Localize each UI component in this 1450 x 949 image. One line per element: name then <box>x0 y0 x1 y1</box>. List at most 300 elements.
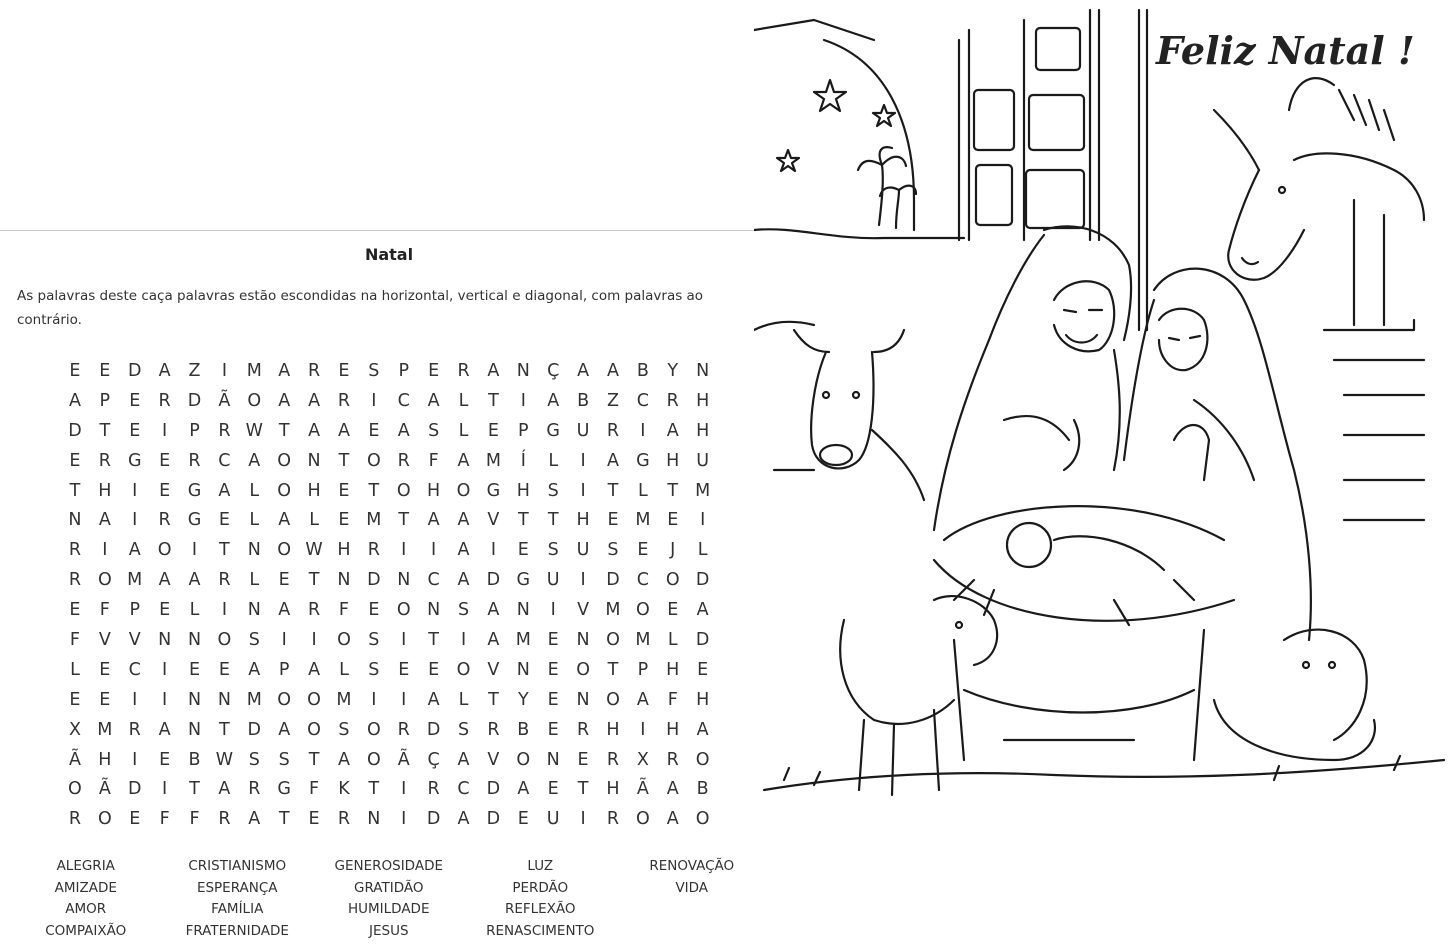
grid-cell: T <box>577 779 589 800</box>
grid-cell: A <box>308 390 321 411</box>
illustration-caption: Feliz Natal ! <box>1156 28 1415 73</box>
grid-row <box>60 476 718 506</box>
grid-cell: I <box>162 779 168 800</box>
grid-cell: S <box>457 719 470 740</box>
grid-cell: A <box>547 390 560 411</box>
grid-cell: O <box>277 480 292 501</box>
grid-cell: N <box>576 689 590 710</box>
grid-row <box>60 416 718 446</box>
grid-cell: N <box>516 360 530 381</box>
grid-cell: E <box>667 600 679 621</box>
grid-cell: R <box>218 570 231 591</box>
grid-cell: P <box>99 390 111 411</box>
grid-cell: M <box>635 629 651 650</box>
grid-cell: R <box>606 749 620 770</box>
grid-cell: I <box>132 510 138 531</box>
grid-cell: T <box>278 809 290 830</box>
grid-cell: G <box>187 480 202 501</box>
grid-cell: E <box>607 510 619 531</box>
grid-cell: A <box>397 420 410 441</box>
grid-cell: G <box>277 779 291 800</box>
grid-cell: D <box>486 779 501 800</box>
grid-cell: A <box>457 570 470 591</box>
grid-cell: R <box>337 809 351 830</box>
grid-cell: T <box>517 510 529 531</box>
grid-cell: O <box>516 749 531 770</box>
grid-cell: N <box>247 540 261 561</box>
grid-cell: O <box>307 719 321 740</box>
grid-cell: A <box>278 510 291 531</box>
grid-cell: F <box>309 779 320 800</box>
grid-cell: M <box>366 510 382 531</box>
grid-cell: B <box>577 390 590 411</box>
grid-cell: D <box>426 809 441 830</box>
grid-cell: I <box>580 570 586 591</box>
grid-cell: L <box>637 480 648 501</box>
grid-cell: E <box>398 659 410 680</box>
grid-cell: T <box>488 390 499 411</box>
grid-cell: T <box>69 480 81 501</box>
grid-cell: A <box>68 390 81 411</box>
grid-cell: R <box>158 510 171 531</box>
grid-cell: I <box>401 540 407 561</box>
grid-cell: A <box>248 450 261 471</box>
puzzle-instructions: As palavras deste caça palavras estão escondidas na horizontal, vertical e diagonal, com palavras ao contrário. <box>17 288 704 328</box>
grid-cell: A <box>666 809 679 830</box>
grid-cell: I <box>460 629 467 650</box>
grid-cell: C <box>427 570 440 591</box>
grid-cell: T <box>368 480 380 501</box>
grid-cell: U <box>696 450 710 471</box>
grid-cell: Z <box>606 390 619 411</box>
grid-cell: T <box>219 540 230 561</box>
grid-row <box>60 745 718 775</box>
grid-cell: Y <box>517 689 529 710</box>
grid-cell: I <box>401 689 407 710</box>
grid-cell: L <box>458 420 469 441</box>
grid-cell: A <box>606 360 619 381</box>
grid-cell: H <box>98 749 112 770</box>
grid-cell: A <box>128 540 141 561</box>
grid-cell: I <box>162 659 168 680</box>
grid-cell: S <box>248 749 260 770</box>
grid-cell: I <box>221 600 227 621</box>
grid-cell: C <box>636 570 649 591</box>
grid-cell: D <box>127 779 142 800</box>
grid-cell: N <box>516 659 530 680</box>
word-item: CRISTIANISMO <box>188 858 287 874</box>
grid-cell: B <box>696 779 709 800</box>
grid-cell: T <box>428 629 439 650</box>
grid-cell: F <box>159 809 170 830</box>
grid-cell: F <box>667 689 678 710</box>
grid-cell: B <box>188 749 201 770</box>
grid-cell: A <box>457 540 470 561</box>
grid-cell: P <box>398 360 410 381</box>
word-column <box>465 856 617 942</box>
lamb-left <box>840 596 997 795</box>
grid-cell: D <box>486 809 501 830</box>
grid-cell: N <box>247 600 261 621</box>
grid-cell: L <box>70 659 80 680</box>
word-item: AMIZADE <box>54 879 117 896</box>
grid-cell: E <box>517 809 529 830</box>
grid-cell: A <box>337 749 350 770</box>
grid-cell: E <box>428 659 440 680</box>
grid-cell: Ã <box>397 749 410 770</box>
grid-cell: O <box>576 659 590 680</box>
grid-cell: T <box>607 659 619 680</box>
grid-cell: C <box>218 450 231 471</box>
word-item: PERDÃO <box>512 879 569 896</box>
grid-cell: H <box>696 689 710 710</box>
grid-cell: G <box>486 480 501 501</box>
grid-cell: A <box>218 779 231 800</box>
grid-cell: M <box>695 480 711 501</box>
grid-cell: A <box>517 779 530 800</box>
grid-cell: T <box>189 779 200 800</box>
stars <box>777 80 895 171</box>
grid-row <box>60 774 718 804</box>
mary-figure <box>1124 269 1311 640</box>
grid-cell: I <box>580 809 586 830</box>
grid-cell: A <box>158 360 171 381</box>
grid-cell: S <box>607 540 619 561</box>
grid-cell: H <box>696 420 710 441</box>
grid-cell: R <box>158 390 171 411</box>
grid-cell: A <box>487 360 500 381</box>
grid-cell: E <box>99 659 111 680</box>
grid-cell: I <box>580 480 586 501</box>
grid-cell: I <box>102 540 108 561</box>
grid-cell: S <box>428 420 440 441</box>
grid-cell: G <box>546 420 560 441</box>
grid-cell: T <box>398 510 410 531</box>
grid-cell: R <box>606 809 620 830</box>
grid-cell: Ã <box>98 779 111 800</box>
grid-cell: Y <box>667 360 679 381</box>
grid-cell: N <box>337 570 351 591</box>
grid-cell: M <box>336 689 352 710</box>
grid-cell: E <box>547 629 559 650</box>
grid-cell: N <box>696 360 710 381</box>
grid-cell: E <box>368 600 380 621</box>
word-item: VIDA <box>675 879 709 896</box>
grid-cell: H <box>307 480 321 501</box>
grid-cell: T <box>308 749 320 770</box>
grid-cell: O <box>635 600 650 621</box>
grid-cell: W <box>305 540 323 561</box>
grid-cell: N <box>397 570 411 591</box>
grid-cell: D <box>426 719 441 740</box>
grid-cell: A <box>696 719 709 740</box>
grid-cell: N <box>187 719 202 740</box>
grid-cell: F <box>99 600 110 621</box>
grid-cell: N <box>427 600 441 621</box>
grid-cell: B <box>636 360 649 381</box>
grid-cell: I <box>640 719 646 740</box>
word-item: REFLEXÃO <box>504 901 576 918</box>
grid-cell: E <box>517 540 529 561</box>
grid-cell: A <box>278 360 291 381</box>
grid-cell: T <box>368 779 380 800</box>
grid-cell: J <box>670 540 676 561</box>
grid-cell: H <box>427 480 441 501</box>
grid-cell: A <box>188 570 201 591</box>
grid-cell: L <box>249 510 260 531</box>
grid-cell: N <box>217 689 231 710</box>
word-column <box>313 856 465 942</box>
grid-cell: A <box>337 420 350 441</box>
grid-cell: N <box>576 629 590 650</box>
grid-cell: A <box>636 689 649 710</box>
grid-cell: O <box>456 659 471 680</box>
grid-cell: M <box>246 689 262 710</box>
grid-cell: M <box>97 719 113 740</box>
grid-cell: Ç <box>427 749 440 770</box>
grid-row <box>60 356 718 386</box>
grid-cell: H <box>98 480 112 501</box>
grid-cell: O <box>695 809 710 830</box>
grid-cell: O <box>68 779 82 800</box>
grid-cell: R <box>666 390 679 411</box>
grid-cell: A <box>666 420 679 441</box>
grid-cell: D <box>127 360 142 381</box>
grid-cell: L <box>339 659 349 680</box>
grid-cell: P <box>129 600 140 621</box>
grid-cell: A <box>457 450 470 471</box>
grid-cell: M <box>605 600 621 621</box>
grid-cell: E <box>428 360 440 381</box>
word-item: AMOR <box>65 901 107 918</box>
grid-cell: R <box>307 360 321 381</box>
stable-outline <box>754 10 1424 520</box>
grid-cell: P <box>278 659 290 680</box>
grid-row <box>60 386 718 416</box>
grid-cell: R <box>666 749 679 770</box>
grid-cell: E <box>547 719 559 740</box>
grid-cell: R <box>128 719 141 740</box>
grid-cell: L <box>249 480 260 501</box>
ox <box>774 330 924 500</box>
grid-cell: E <box>577 749 589 770</box>
grid-cell: E <box>547 779 559 800</box>
grid-cell: A <box>98 510 111 531</box>
ground-grass <box>764 756 1444 790</box>
grid-cell: L <box>458 689 469 710</box>
grid-cell: N <box>307 450 321 471</box>
grid-cell: S <box>278 749 290 770</box>
grid-cell: A <box>278 390 291 411</box>
grid-cell: W <box>215 749 234 770</box>
grid-cell: T <box>308 570 320 591</box>
grid-row <box>60 715 718 745</box>
grid-cell: E <box>547 689 559 710</box>
grid-cell: A <box>278 719 291 740</box>
grid-cell: P <box>637 659 649 680</box>
grid-cell: E <box>278 570 290 591</box>
puzzle-title: Natal <box>364 245 414 264</box>
grid-cell: V <box>128 629 141 650</box>
grid-cell: H <box>666 450 680 471</box>
grid-cell: I <box>132 480 138 501</box>
grid-cell: G <box>187 510 202 531</box>
grid-cell: O <box>635 809 650 830</box>
grid-row <box>60 625 718 655</box>
grid-cell: O <box>366 719 381 740</box>
grid-cell: O <box>307 689 321 710</box>
grid-cell: R <box>487 719 500 740</box>
grid-cell: L <box>249 570 260 591</box>
grid-cell: T <box>338 450 350 471</box>
grid-cell: E <box>99 689 111 710</box>
grid-cell: R <box>68 540 82 561</box>
grid-cell: M <box>635 510 651 531</box>
grid-cell: O <box>97 570 112 591</box>
grid-cell: O <box>366 749 381 770</box>
grid-row <box>60 595 718 625</box>
grid-cell: T <box>278 420 290 441</box>
grid-cell: O <box>277 450 292 471</box>
grid-cell: N <box>187 689 202 710</box>
grid-cell: D <box>367 570 381 591</box>
grid-cell: A <box>308 420 321 441</box>
word-item: HUMILDADE <box>347 901 430 918</box>
grid-cell: R <box>367 540 380 561</box>
grid-cell: O <box>366 450 381 471</box>
grid-cell: G <box>127 450 142 471</box>
grid-cell: H <box>696 390 710 411</box>
grid-cell: A <box>248 659 261 680</box>
grid-cell: I <box>221 360 227 381</box>
grid-cell: R <box>98 450 111 471</box>
grid-cell: R <box>397 450 410 471</box>
word-item: FRATERNIDADE <box>185 922 289 939</box>
grid-cell: H <box>606 779 620 800</box>
grid-cell: O <box>396 480 411 501</box>
grid-cell: C <box>457 779 470 800</box>
grid-cell: A <box>158 570 171 591</box>
grid-cell: E <box>218 510 230 531</box>
grid-row <box>60 804 718 834</box>
word-item: JESUS <box>368 922 409 939</box>
grid-cell: T <box>547 510 559 531</box>
grid-cell: E <box>637 540 649 561</box>
grid-cell: I <box>281 629 287 650</box>
grid-cell: C <box>636 390 649 411</box>
grid-cell: E <box>159 600 171 621</box>
grid-cell: T <box>488 689 499 710</box>
grid-cell: O <box>277 540 292 561</box>
grid-cell: Í <box>520 450 526 471</box>
grid-cell: A <box>606 450 619 471</box>
grid-cell: O <box>277 689 292 710</box>
grid-cell: O <box>396 600 411 621</box>
grid-cell: A <box>308 659 321 680</box>
grid-cell: C <box>128 659 141 680</box>
grid-cell: A <box>457 510 470 531</box>
grid-row <box>60 685 718 715</box>
grid-row <box>60 446 718 476</box>
word-item: ESPERANÇA <box>196 879 278 896</box>
grid-cell: A <box>577 360 590 381</box>
grid-cell: U <box>546 570 560 591</box>
grid-cell: R <box>218 809 231 830</box>
word-item: COMPAIXÃO <box>45 922 127 939</box>
grid-cell: I <box>191 540 198 561</box>
grid-cell: A <box>427 689 440 710</box>
grid-cell: H <box>606 719 620 740</box>
grid-cell: H <box>516 480 530 501</box>
grid-cell: S <box>547 540 559 561</box>
grid-cell: W <box>245 420 263 441</box>
grid-cell: E <box>338 360 350 381</box>
grid-cell: U <box>576 540 590 561</box>
grid-cell: E <box>159 749 171 770</box>
grid-cell: E <box>69 360 81 381</box>
grid-cell: N <box>158 629 172 650</box>
grid-cell: I <box>132 749 138 770</box>
grid-cell: E <box>338 510 350 531</box>
grid-cell: Ã <box>218 390 231 411</box>
grid-cell: I <box>371 689 377 710</box>
grid-cell: B <box>517 719 530 740</box>
grid-cell: N <box>546 749 560 770</box>
grid-cell: R <box>218 420 231 441</box>
donkey <box>1214 78 1424 325</box>
grid-cell: O <box>606 629 620 650</box>
grid-cell: D <box>187 390 202 411</box>
grid-cell: E <box>69 450 81 471</box>
grid-cell: R <box>337 390 351 411</box>
grid-cell: I <box>580 450 586 471</box>
grid-cell: T <box>219 719 230 740</box>
grid-cell: M <box>485 450 501 471</box>
grid-cell: E <box>338 480 350 501</box>
grid-cell: S <box>368 659 380 680</box>
grid-cell: L <box>189 600 200 621</box>
grid-cell: I <box>490 540 496 561</box>
grid-cell: M <box>246 360 262 381</box>
grid-cell: E <box>487 420 499 441</box>
grid-cell: R <box>307 600 321 621</box>
grid-cell: E <box>129 420 141 441</box>
grid-cell: C <box>397 390 410 411</box>
grid-cell: O <box>606 689 620 710</box>
grid-cell: E <box>667 510 679 531</box>
top-divider <box>0 230 754 231</box>
word-list <box>10 856 768 942</box>
grid-cell: V <box>487 659 500 680</box>
grid-cell: L <box>548 450 559 471</box>
grid-row <box>60 565 718 595</box>
grid-cell: Ç <box>547 360 560 381</box>
grid-cell: O <box>665 570 680 591</box>
grid-cell: O <box>157 540 172 561</box>
grid-cell: Ã <box>636 779 649 800</box>
grid-cell: O <box>97 809 112 830</box>
grid-cell: I <box>640 420 646 441</box>
grid-cell: N <box>187 629 202 650</box>
word-item: ALEGRIA <box>56 858 115 874</box>
grid-cell: E <box>99 360 111 381</box>
grid-cell: O <box>247 390 262 411</box>
grid-cell: I <box>550 600 556 621</box>
grid-cell: X <box>68 719 81 740</box>
grid-cell: A <box>487 629 500 650</box>
grid-cell: U <box>546 809 560 830</box>
word-item: FAMÍLIA <box>211 901 264 918</box>
